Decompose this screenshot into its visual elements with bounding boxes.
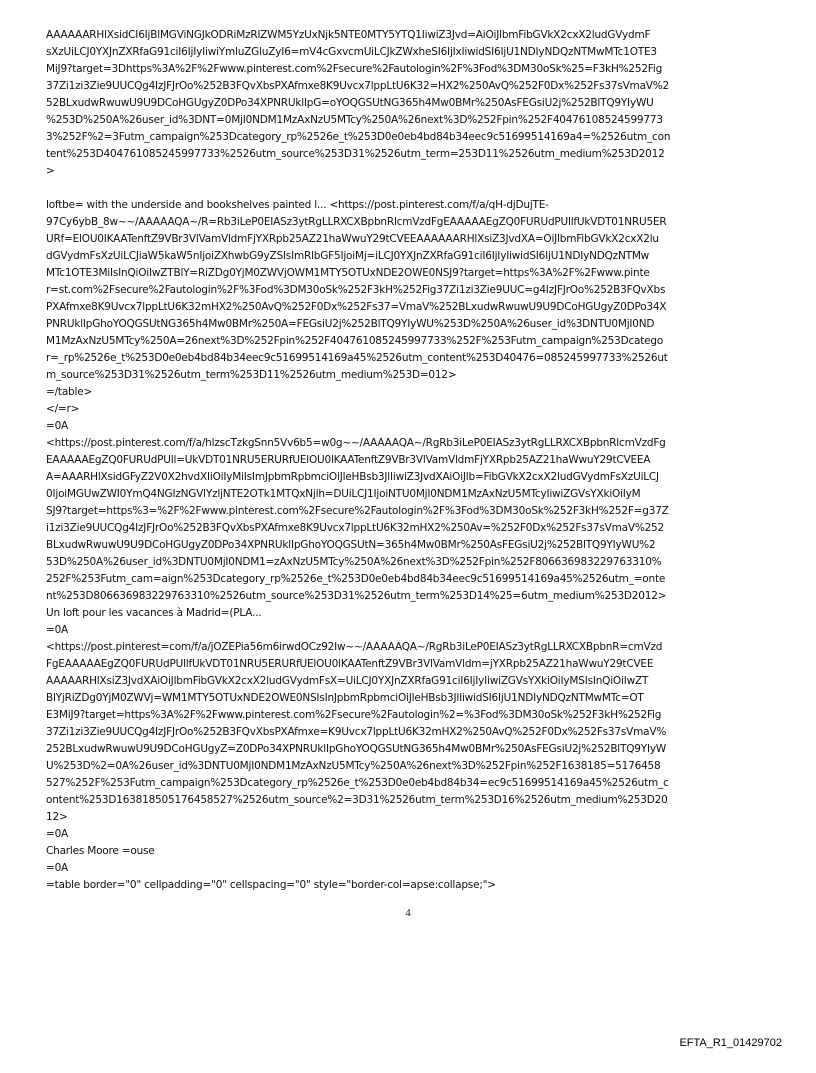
text-line: dGVydmFsXzUiLCJiaW5kaW5nIjoiZXhwbG9yZSIsImRlbGF5IjoiMj=iLCJ0YXJnZXRfaG91ciI6IjIyIiwidSI6IjU1NDIyNDQzNTMw <box>46 250 650 262</box>
text-line: PXAfmxe8K9Uvcx7lppLtU6K32mHX2%250AvQ%252F0Dx%252Fs37=VmaV%252BLxudwRwuwU9U9DCoHGUgyZ0DPo34X <box>46 301 667 313</box>
text-line: =table border="0" cellpadding="0" cellspacing="0" style="border-col=apse:collapse;"> <box>46 879 496 891</box>
text-line: BlYjRiZDg0YjM0ZWVj=WM1MTY5OTUxNDE2OWE0NSIsInJpbmRpbmciOiJleHBsb3JlIiwidSI6IjU1NDIyNDQzNTMwMTc=OT <box>46 692 644 704</box>
text-line: =0A <box>46 420 69 432</box>
text-line: 37Zi1zi3Zie9UUCQg4IzJFJrOo%252B3FQvXbsPXAfmxe=K9Uvcx7lppLtU6K32mHX2%250AvQ%252F0Dx%252Fs37sVmaV% <box>46 726 667 738</box>
text-line: AAAAAARHlXsidCI6IjBlMGViNGJkODRiMzRlZWM5YzUxNjk5NTE0MTY5YTQ1IiwiZ3Jvd=AiOiJlbmFibGVkX2cxX2ludGVydmF <box>46 29 651 41</box>
text-line: =0A <box>46 828 69 840</box>
text-line: =0A <box>46 624 69 636</box>
text-line: URf=ElOU0IKAATenftZ9VBr3VlVamVldmFjYXRpb25AZ21haWwuY29tCVEEAAAAAARHlXsiZ3JvdXA=OiJlbmFibGVkX2cxX2lu <box>46 233 659 245</box>
text-line: =/table> <box>46 386 93 398</box>
text-line: =0A <box>46 862 69 874</box>
text-line: Charles Moore =ouse <box>46 845 155 857</box>
text-line: BLxudwRwuwU9U9DCoHGUgyZ0DPo34XPNRUklIpGhoYOQGSUtN=365h4Mw0BMr%250AsFEGsiU2j%252BlTQ9YIyWU%2 <box>46 539 656 551</box>
text-line: m_source%253D31%2526utm_term%253D11%2526utm_medium%253D=012> <box>46 369 457 381</box>
text-line: ontent%253D163818505176458527%2526utm_source%2=3D31%2526utm_term%253D16%2526utm_medium%253D20 <box>46 794 668 806</box>
text-line: 252BLxudwRwuwU9U9DCoHGUgyZ=Z0DPo34XPNRUklIpGhoYOQGSUtNG365h4Mw0BMr%250AsFEGsiU2j%252BlTQ9YIyW <box>46 743 667 755</box>
text-line: tent%253D404761085245997733%2526utm_source%253D31%2526utm_term=253D11%2526utm_medium%253D2012 <box>46 148 665 160</box>
text-line: </=r> <box>46 403 80 415</box>
text-line: M1MzAxNzU5MTcy%250A=26next%3D%252Fpin%252F404761085245997733%252F%253Futm_campaign%253Dcatego <box>46 335 664 347</box>
text-line: FgEAAAAAEgZQ0FURUdPUllfUkVDT01NRU5ERURfUElOU0lKAATenftZ9VBr3VlVamVldm=jYXRpb25AZ21haWwuY29tCVEE <box>46 658 654 670</box>
document-id-footer: EFTA_R1_01429702 <box>679 1037 782 1049</box>
text-line: %253D%250A%26user_id%3DNT=0MjI0NDM1MzAxNzU5MTcy%250A%26next%3D%252Fpin%252F40476108524599773 <box>46 114 663 126</box>
text-line: MiJ9?target=3Dhttps%3A%2F%2Fwww.pinterest.com%2Fsecure%2Fautologin%2F%3Fod%3DM30oSk%25=F3kH%252Fig <box>46 63 663 75</box>
text-line: 52BLxudwRwuwU9U9DCoHGUgyZ0DPo34XPNRUklIpG=oYOQGSUtNG365h4Mw0BMr%250AsFEGsiU2j%252BlTQ9YIyWU <box>46 97 654 109</box>
text-line: nt%253D806636983229763310%2526utm_source%253D31%2526utm_term%253D14%25=6utm_medium%253D2012> <box>46 590 667 602</box>
text-line: loftbe= with the underside and bookshelves painted l... <https://post.pinterest.com/f/a/qH-djDujTE- <box>46 199 549 211</box>
text-line: AAAAARHlXsiZ3JvdXAiOiJlbmFibGVkX2cxX2ludGVydmFsX=UiLCJ0YXJnZXRfaG91ciI6IjIyIiwiZGVsYXkiOiIyMSIsInQiOiIwZT <box>46 675 649 687</box>
text-line: A=AAARHlXsidGFyZ2V0X2hvdXIiOiIyMiIsImJpbmRpbmciOiJleHBsb3JlIiwiZ3JvdXAiOiJlb=FibGVkX2cxX2ludGVydmFsXzUiLCJ <box>46 471 659 483</box>
text-line: PNRUklIpGhoYOQGSUtNG365h4Mw0BMr%250A=FEGsiU2j%252BlTQ9YIyWU%253D%250A%26user_id%3DNTU0MjI0ND <box>46 318 655 330</box>
text-line: 97Cy6ybB_8w~~/AAAAAQA~/R=Rb3iLeP0EIASz3ytRgLLRXCXBpbnRlcmVzdFgEAAAAAEgZQ0FURUdPUllfUkVDT01NRU5ER <box>46 216 667 228</box>
text-line: E3MiJ9?target=https%3A%2F%2Fwww.pinterest.com%2Fsecure%2Fautologin%2=%3Fod%3DM30oSk%252F3kH%252Fig <box>46 709 662 721</box>
text-line: i1zi3Zie9UUCQg4IzJFJrOo%252B3FQvXbsPXAfmxe8K9Uvcx7lppLtU6K32mHX2%250Av=%252F0Dx%252Fs37sVmaV%252 <box>46 522 664 534</box>
text-line: r=st.com%2Fsecure%2Fautologin%2F%3Fod%3DM30oSk%252F3kH%252Fig37Zi1zi3Zie9UUC=g4IzJFJrOo%252B3FQvXbs <box>46 284 666 296</box>
text-line: Un loft pour les vacances à Madrid=(PLA... <box>46 607 262 619</box>
text-line: EAAAAAEgZQ0FURUdPUll=UkVDT01NRU5ERURfUElOU0lKAATenftZ9VBr3VlVamVldmFjYXRpb25AZ21haWwuY29tCVEEA <box>46 454 651 466</box>
text-line: SJ9?target=https%3=%2F%2Fwww.pinterest.com%2Fsecure%2Fautologin%2F%3Fod%3DM30oSk%252F3kH%252F=g37Z <box>46 505 669 517</box>
text-block-2 <box>46 197 774 894</box>
text-line: sXzUiLCJ0YXJnZXRfaG91ciI6IjIyIiwiYmluZGluZyI6=mV4cGxvcmUiLCJkZWxheSI6IjIxIiwidSI6IjU1NDIyNDQzNTMwMTc1OTE3 <box>46 46 657 58</box>
paragraph-gap <box>46 180 774 197</box>
text-line: MTc1OTE3MiIsInQiOiIwZTBlY=RiZDg0YjM0ZWVjOWM1MTY5OTUxNDE2OWE0NSJ9?target=https%3A%2F%2Fwww.pinte <box>46 267 650 279</box>
text-line: 3%252F%2=3Futm_campaign%253Dcategory_rp%2526e_t%253D0e0eb4bd84b34eec9c51699514169a4=%2526utm_con <box>46 131 671 143</box>
text-line: > <box>46 165 55 177</box>
text-block-1 <box>46 27 774 180</box>
text-line: 37Zi1zi3Zie9UUCQg4IzJFJrOo%252B3FQvXbsPXAfmxe8K9Uvcx7lppLtU6K32=HX2%250AvQ%252F0Dx%252Fs37sVmaV%2 <box>46 80 670 92</box>
text-line: U%253D%2=0A%26user_id%3DNTU0MjI0NDM1MzAxNzU5MTcy%250A%26next%3D%252Fpin%252F1638185=5176458 <box>46 760 661 772</box>
text-line: 0IjoiMGUwZWI0YmQ4NGIzNGVlYzljNTE2OTk1MTQxNjlh=DUiLCJ1IjoiNTU0MjI0NDM1MzAxNzU5MTcyIiwiZGVsYXkiOiIyM <box>46 488 641 500</box>
text-line: 527%252F%253Futm_campaign%253Dcategory_rp%2526e_t%253D0e0eb4bd84b34=ec9c51699514169a45%2526utm_c <box>46 777 669 789</box>
email-body-text <box>46 27 774 894</box>
text-line: 53D%250A%26user_id%3DNTU0MjI0NDM1=zAxNzU5MTcy%250A%26next%3D%252Fpin%252F806636983229763310% <box>46 556 662 568</box>
text-line: 252F%253Futm_cam=aign%253Dcategory_rp%2526e_t%253D0e0eb4bd84b34eec9c51699514169a45%2526utm_=onte <box>46 573 666 585</box>
page-number: 4 <box>405 907 411 919</box>
text-line: <https://post.pinterest.com/f/a/hlzscTzkgSnn5Vv6b5=w0g~~/AAAAAQA~/RgRb3iLeP0EIASz3ytRgLLRXCXBpbnRlcmVzdFg <box>46 437 666 449</box>
text-line: r=_rp%2526e_t%253D0e0eb4bd84b34eec9c51699514169a45%2526utm_content%253D40476=085245997733%2526ut <box>46 352 668 364</box>
text-line: <https://post.pinterest=com/f/a/jOZEPia56m6irwdOCz92Iw~~/AAAAAQA~/RgRb3iLeP0EIASz3ytRgLLRXCXBpbnR=cmVzd <box>46 641 663 653</box>
text-line: 12> <box>46 811 68 823</box>
